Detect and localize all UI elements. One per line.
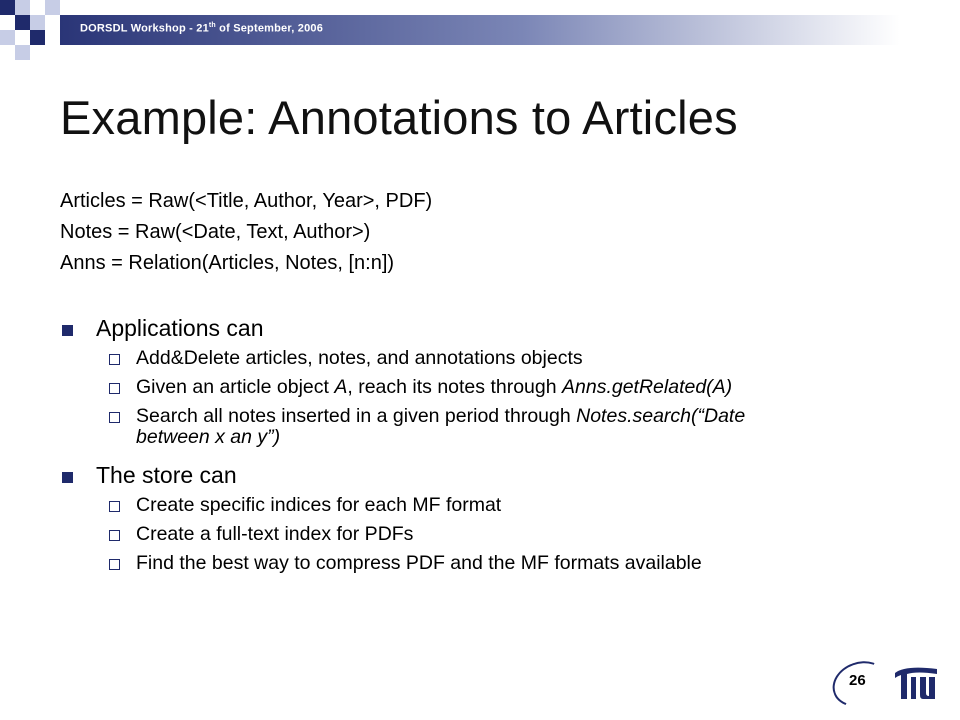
page-number: 26 [849,672,866,689]
list-item [60,553,820,574]
list-item-text: Given an article object [136,376,335,398]
list-item-text: Create specific indices for each MF format [136,494,502,516]
hollow-square-bullet-icon [109,354,120,365]
list-item [60,524,820,545]
list-item [60,377,820,398]
definitions [60,186,432,279]
list-item-text: A [334,376,348,398]
slide-title: Example: Annotations to Articles [60,91,738,144]
corner-square [30,30,45,45]
section-heading [60,315,820,342]
list-item [60,348,820,369]
hollow-square-bullet-icon [109,412,120,423]
header-text: DORSDL Workshop - 21th of September, 2006 [80,22,324,35]
corner-square [15,0,30,15]
hollow-square-bullet-icon [109,383,120,394]
corner-square [0,0,15,15]
list-item-text: Find the best way to compress PDF and the MF formats available [136,552,702,574]
list-item-text: Anns.getRelated(A) [562,376,733,398]
corner-square [15,15,30,30]
corner-square [0,30,15,45]
list-item-text: Create a full-text index for PDFs [136,523,414,545]
definition-line: Anns = Relation(Articles, Notes, [n:n]) [60,252,395,274]
list-item-text: Add&Delete articles, notes, and annotations objects [136,347,583,369]
list-item-text: , reach its notes through [347,376,562,398]
definition-line: Articles = Raw(<Title, Author, Year>, PDF) [60,190,433,212]
hollow-square-bullet-icon [109,530,120,541]
list-item-text: Search all notes inserted in a given period through [136,405,577,427]
square-bullet-icon [62,472,73,483]
section-heading [60,462,820,489]
corner-square [15,45,30,60]
bullet-list [60,315,820,582]
section-heading-text: Applications can [96,315,264,341]
definition-line: Notes = Raw(<Date, Text, Author>) [60,221,371,243]
institution-logo-icon [893,663,939,703]
hollow-square-bullet-icon [109,559,120,570]
corner-square [45,0,60,15]
list-item-text: Notes.search(“Date between x an y”) [136,405,746,448]
list-item [60,495,820,516]
corner-square [30,15,45,30]
list-item [60,406,820,448]
section-heading-text: The store can [96,462,237,488]
square-bullet-icon [62,325,73,336]
hollow-square-bullet-icon [109,501,120,512]
